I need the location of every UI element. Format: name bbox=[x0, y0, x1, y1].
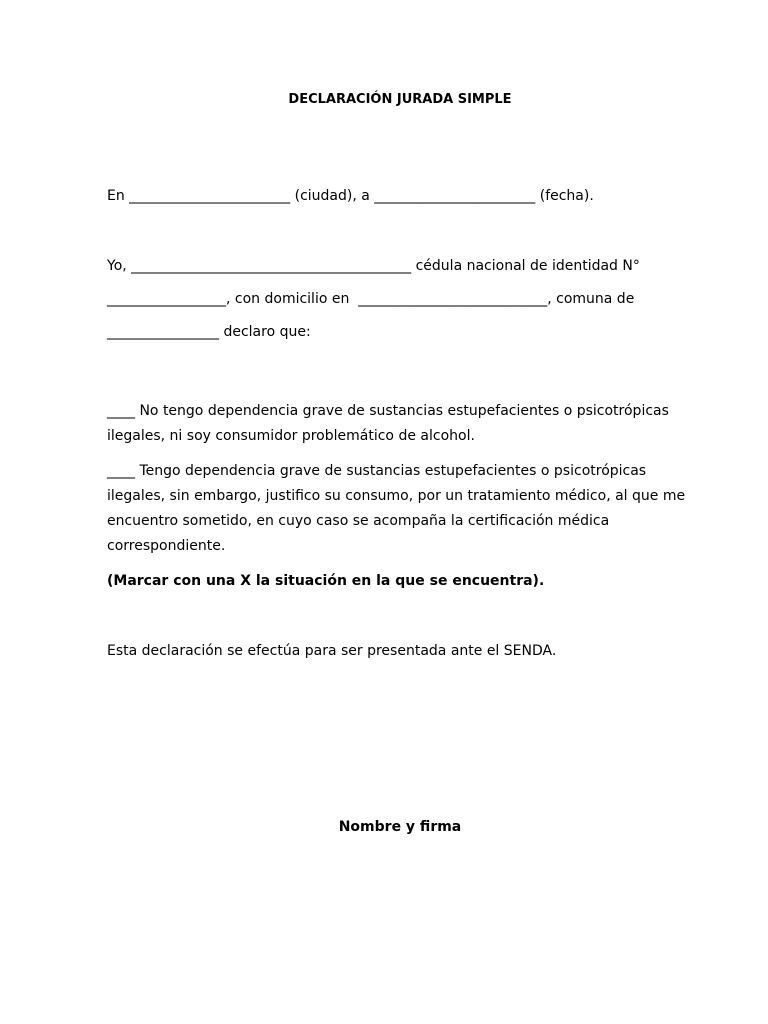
signature-label: Nombre y firma bbox=[338, 819, 462, 835]
option-1-line-1: ____ No tengo dependencia grave de sustancias estupefacientes o psicotrópicas bbox=[107, 403, 669, 419]
option-2-line-2: ilegales, sin embargo, justifico su consumo, por un tratamiento médico, al que me bbox=[107, 488, 686, 504]
option-2-line-3: encuentro sometido, en cuyo caso se acompaña la certificación médica bbox=[107, 513, 610, 529]
option-2-line-1: ____ Tengo dependencia grave de sustancias estupefacientes o psicotrópicas bbox=[107, 463, 647, 479]
identity-line-2: _________________, con domicilio en ___________________________, comuna de bbox=[107, 291, 635, 307]
place-date-line: En _______________________ (ciudad), a _______________________ (fecha). bbox=[107, 188, 594, 204]
instruction-text: (Marcar con una X la situación en la que se encuentra). bbox=[107, 573, 545, 589]
identity-line-1: Yo, ________________________________________ cédula nacional de identidad N° bbox=[107, 258, 640, 274]
purpose-text: Esta declaración se efectúa para ser presentada ante el SENDA. bbox=[107, 643, 557, 659]
document-title: DECLARACIÓN JURADA SIMPLE bbox=[288, 92, 512, 107]
identity-line-3: ________________ declaro que: bbox=[107, 324, 311, 340]
option-2-line-4: correspondiente. bbox=[107, 538, 226, 554]
option-1-line-2: ilegales, ni soy consumidor problemático de alcohol. bbox=[107, 428, 475, 444]
